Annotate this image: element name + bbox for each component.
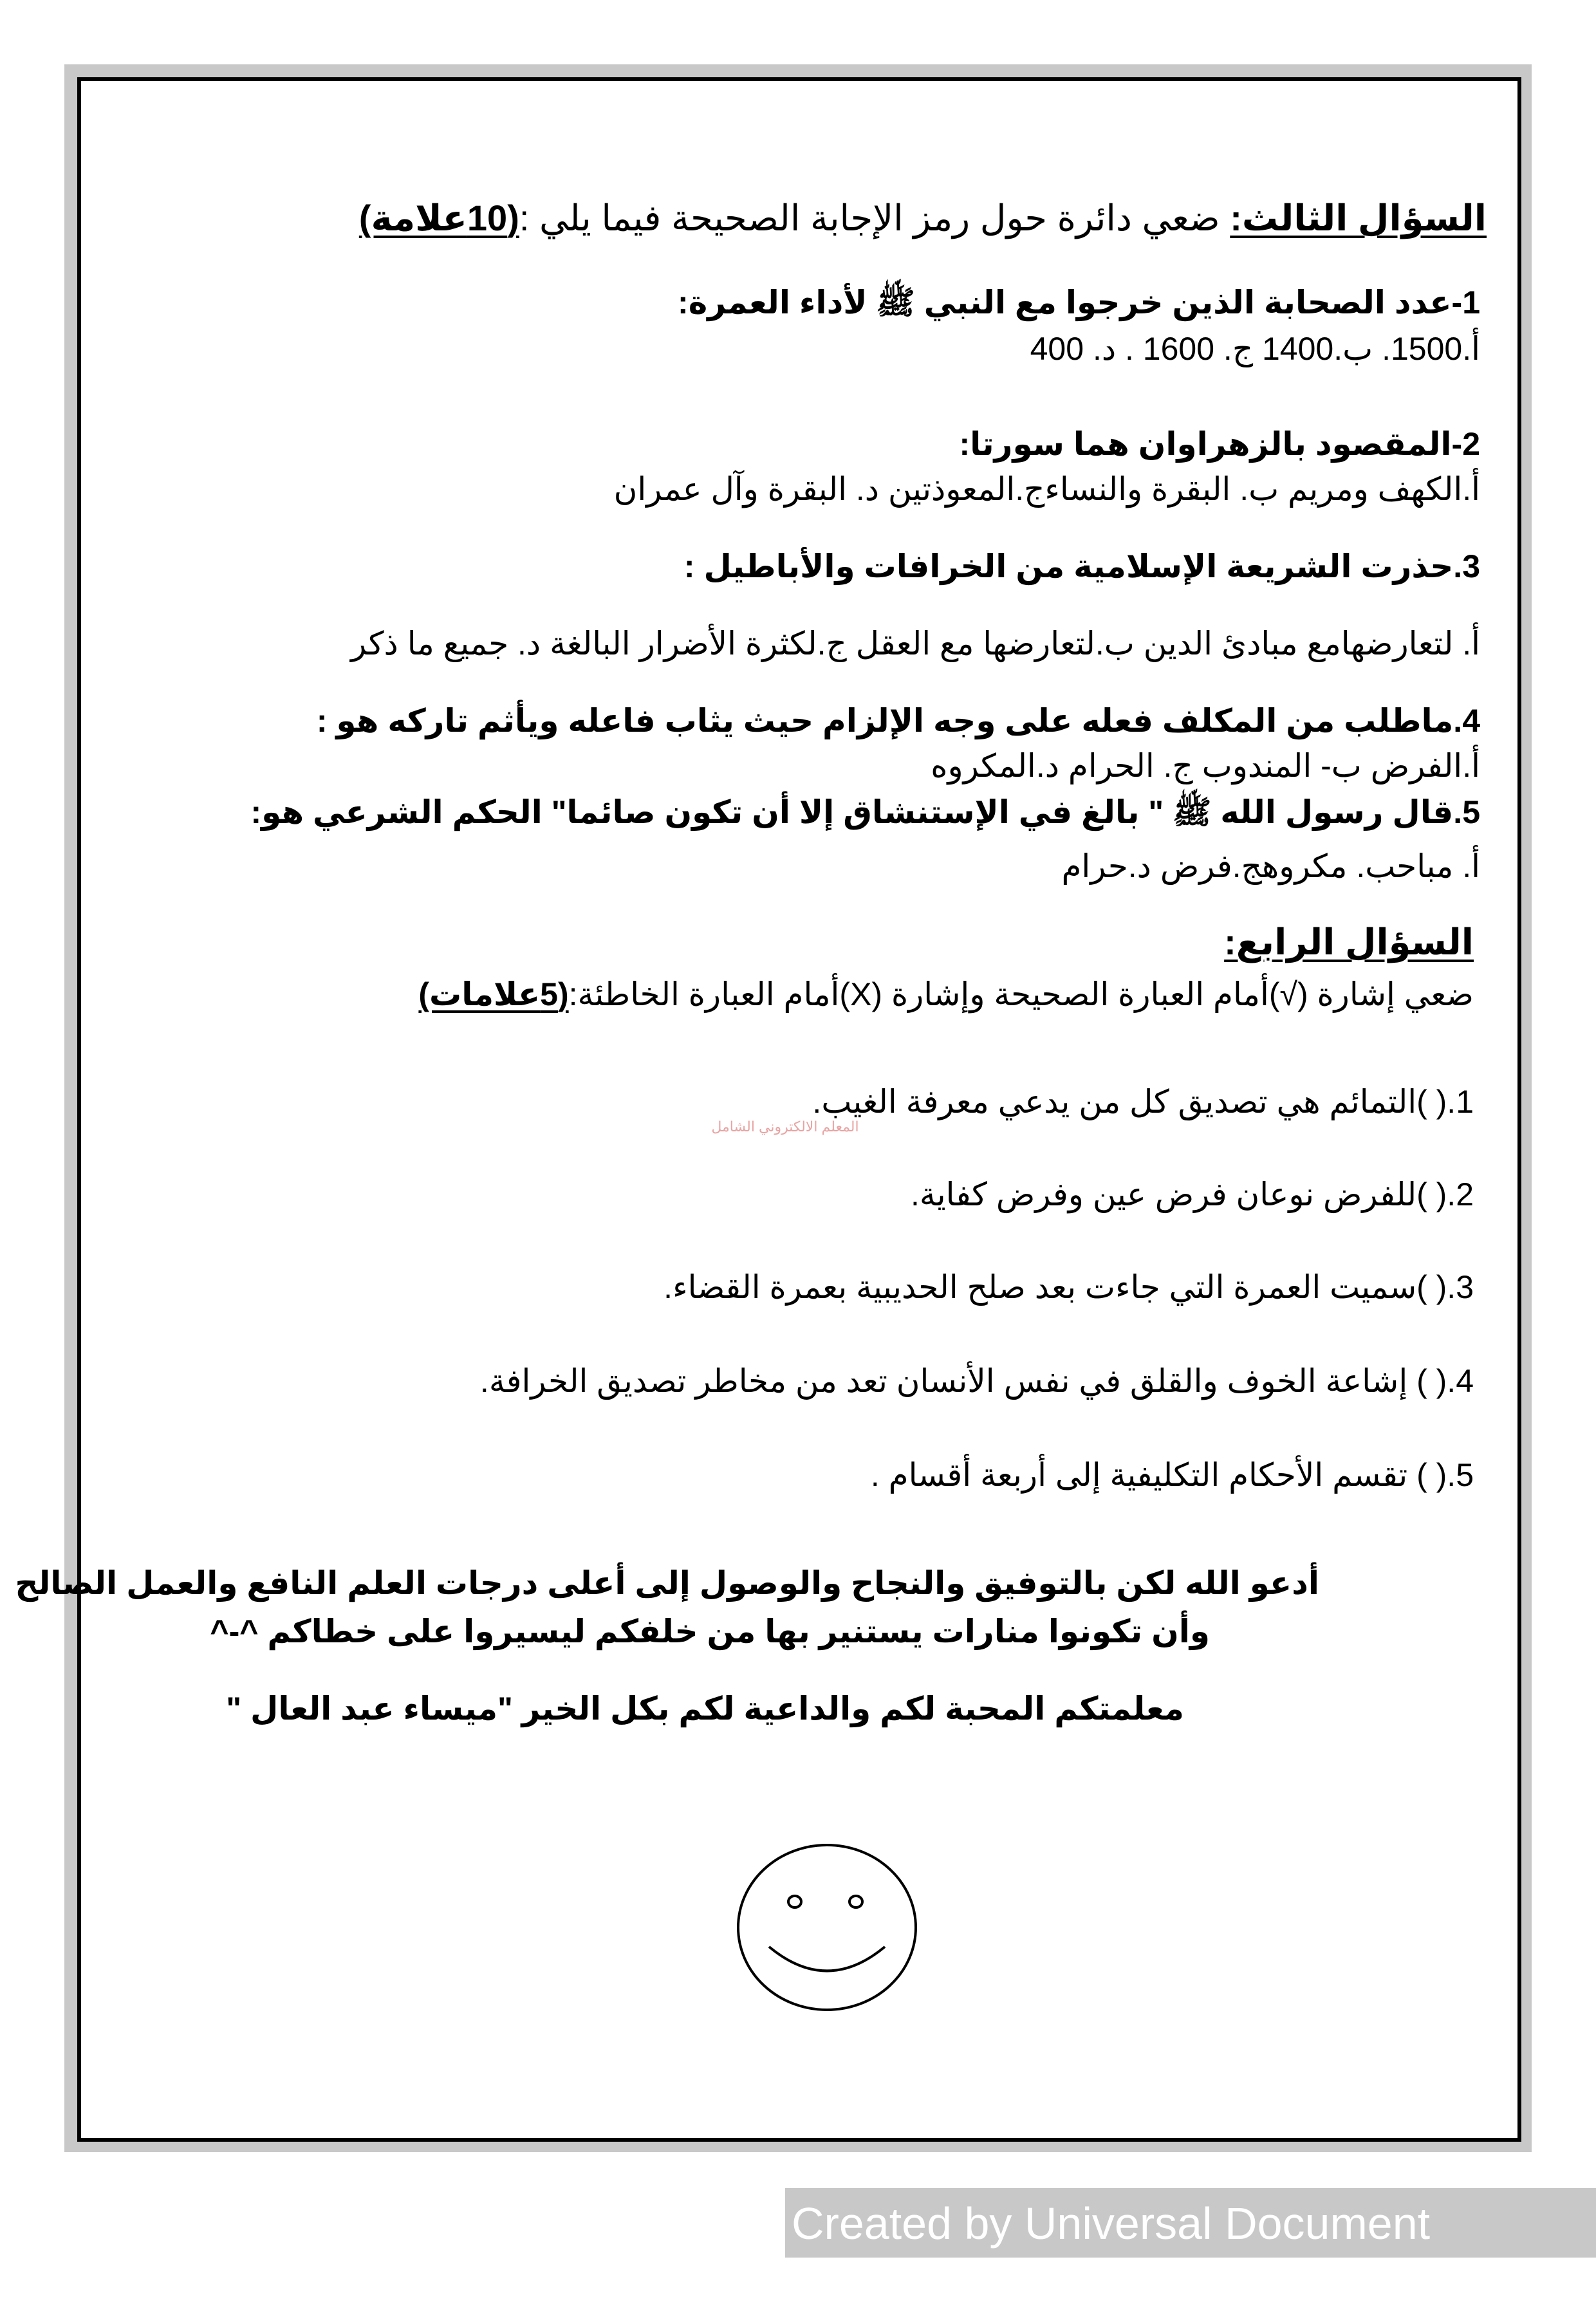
q4-item-1: 1.( )التمائم هي تصديق كل من يدعي معرفة الغيب.	[812, 1084, 1474, 1120]
q3-item-3-options: أ. لتعارضهامع مبادئ الدين ب.لتعارضها مع العقل ج.لكثرة الأضرار البالغة د. جميع ما ذكر	[351, 626, 1480, 662]
q4-instruction-line	[418, 975, 1474, 1014]
q4-title: السؤال الرابع:	[1224, 922, 1474, 962]
q3-item-4-options: أ.الفرض ب- المندوب ج. الحرام د.المكروه	[931, 748, 1480, 784]
q4-item-4: 4.( ) إشاعة الخوف والقلق في نفس الأنسان تعد من مخاطر تصديق الخرافة.	[479, 1363, 1474, 1399]
q4-instruction: ضعي إشارة (√)أمام العبارة الصحيحة وإشارة (X)أمام العبارة الخاطئة:	[568, 976, 1474, 1012]
q3-item-2-options: أ.الكهف ومريم ب. البقرة والنساءج.المعوذتين د. البقرة وآل عمران	[613, 471, 1480, 507]
watermark: المعلم الالكتروني الشامل	[711, 1118, 859, 1135]
q3-title: السؤال الثالث:	[1230, 198, 1487, 238]
q4-item-5: 5.( ) تقسم الأحكام التكليفية إلى أربعة أقسام .	[870, 1457, 1474, 1493]
footer-text: Created by Universal Document Converter	[792, 2198, 1431, 2313]
q4-item-3: 3.( )سميت العمرة التي جاءت بعد صلح الحديبية بعمرة القضاء.	[663, 1269, 1474, 1305]
q4-marks: (5علامات)	[418, 976, 569, 1012]
q3-item-5-options: أ. مباحب. مكروهج.فرض د.حرام	[1061, 848, 1480, 884]
smiley-face-icon	[734, 1841, 920, 2014]
q3-item-5-question: 5.قال رسول الله ﷺ " بالغ في الإستنشاق إلا أن تكون صائما" الحكم الشرعي هو:	[250, 794, 1480, 830]
q4-item-2: 2.( )للفرض نوعان فرض عين وفرض كفاية.	[911, 1176, 1474, 1212]
q3-marks: (10علامة)	[358, 198, 519, 238]
closing-line-2: وأن تكونوا منارات يستنير بها من خلفكم ليسيروا على خطاكم ^-^	[210, 1613, 1210, 1649]
q3-item-3-question: 3.حذرت الشريعة الإسلامية من الخرافات والأباطيل :	[683, 548, 1480, 584]
q3-item-1-options: أ.1500. ب.1400 ج. 1600 . د. 400	[1030, 331, 1480, 367]
q3-instruction: ضعي دائرة حول رمز الإجابة الصحيحة فيما يلي :	[519, 198, 1230, 238]
q3-item-2-question: 2-المقصود بالزهراوان هما سورتا:	[959, 426, 1480, 462]
q3-header	[359, 196, 1487, 239]
q3-item-4-question: 4.ماطلب من المكلف فعله على وجه الإلزام حيث يثاب فاعله ويأثم تاركه هو :	[316, 703, 1480, 739]
q3-item-1-question: 1-عدد الصحابة الذين خرجوا مع النبي ﷺ لأداء العمرة:	[678, 284, 1480, 320]
closing-line-3: معلمتكم المحبة لكم والداعية لكم بكل الخير "ميساء عبد العال "	[226, 1691, 1184, 1727]
closing-line-1: أدعو الله لكن بالتوفيق والنجاح والوصول إلى أعلى درجات العلم النافع والعمل الصالح	[15, 1565, 1319, 1601]
